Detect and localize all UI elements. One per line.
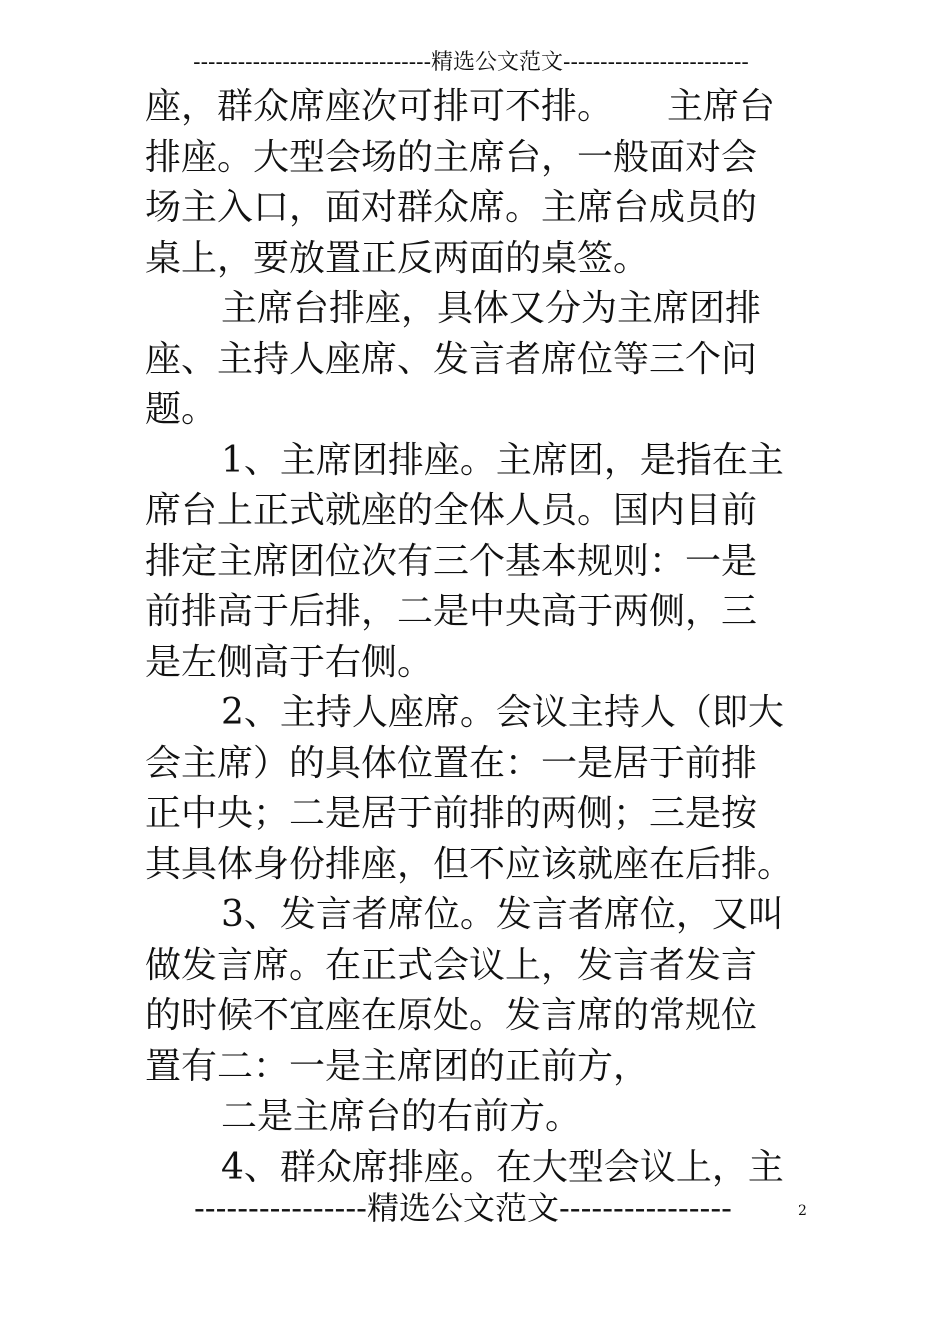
paragraph-first-line: 3、发言者席位。发言者席位，又叫 (221, 894, 784, 935)
document-body (145, 82, 815, 1193)
page-header: --------------------------------精选公文范文------------------------- (193, 50, 749, 75)
text-line: 会主席）的具体位置在：一是居于前排 (145, 742, 758, 784)
text-line: 场主入口，面对群众席。主席台成员的 (145, 187, 758, 228)
page-number: 2 (798, 1203, 807, 1219)
text-line: 是左侧高于右侧。 (145, 641, 434, 683)
paragraph-first-line: 二是主席台的右前方。 (221, 1096, 582, 1137)
text-line: 座、主持人座席、发言者席位等三个问 (145, 338, 758, 380)
text-line: 前排高于后排，二是中央高于两侧，三 (145, 591, 758, 632)
text-line: 其具体身份排座，但不应该就座在后排。 (145, 843, 794, 885)
page-footer: ----------------精选公文范文---------------- (193, 1189, 732, 1227)
paragraph-first-line: 4、群众席排座。在大型会议上，主 (221, 1146, 784, 1188)
text-line: 座，群众席座次可排可不排。 主席台 (145, 86, 776, 127)
text-line: 置有二：一是主席团的正前方， (145, 1045, 650, 1087)
text-line: 排定主席团位次有三个基本规则：一是 (145, 540, 758, 582)
paragraph-first-line: 主席台排座，具体又分为主席团排 (221, 288, 762, 329)
text-line: 做发言席。在正式会议上，发言者发言 (145, 944, 758, 986)
text-line: 正中央；二是居于前排的两侧；三是按 (145, 793, 758, 834)
paragraph-first-line: 2、主持人座席。会议主持人（即大 (221, 692, 784, 733)
text-line: 席台上正式就座的全体人员。国内目前 (145, 490, 758, 531)
text-line: 排座。大型会场的主席台，一般面对会 (145, 136, 758, 178)
text-line: 的时候不宜座在原处。发言席的常规位 (145, 995, 758, 1036)
text-line: 桌上，要放置正反两面的桌签。 (145, 237, 650, 279)
paragraph-first-line: 1、主席团排座。主席团，是指在主 (221, 439, 784, 481)
text-line: 题。 (145, 389, 218, 430)
